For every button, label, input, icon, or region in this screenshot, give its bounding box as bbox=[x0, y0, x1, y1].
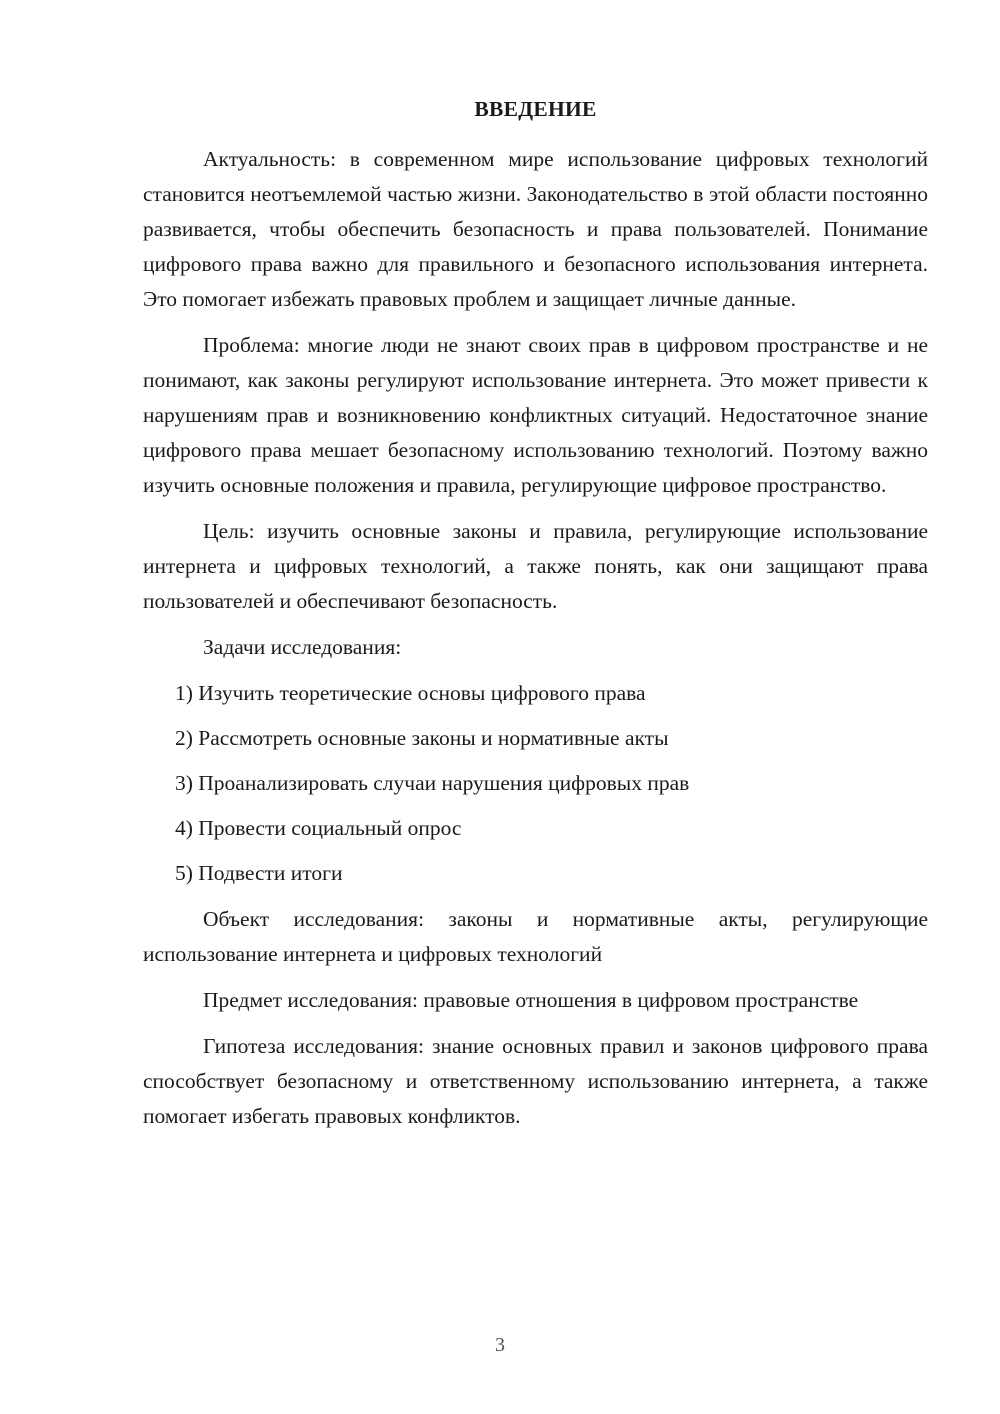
page-number: 3 bbox=[495, 1334, 505, 1356]
tasks-title: Задачи исследования: bbox=[203, 635, 402, 659]
document-page bbox=[143, 94, 928, 1145]
paragraph-relevance: Актуальность: в современном мире использование цифровых технологий становится неотъемлемой частью жизни. Законодательство в этой области постоянно развивается, чтобы обеспечить безопасность и права пользователей. Понимание цифрового права важно для правильного и безопасного использования интернета. Это помогает избежать правовых проблем и защищает личные данные. bbox=[143, 147, 928, 311]
paragraph-hypothesis: Гипотеза исследования: знание основных правил и законов цифрового права способствует безопасному и ответственному использованию интернета, а также помогает избегать правовых конфликтов. bbox=[143, 1034, 928, 1128]
page-title: ВВЕДЕНИЕ bbox=[474, 97, 597, 121]
paragraph-goal: Цель: изучить основные законы и правила, регулирующие использование интернета и цифровых технологий, а также понять, как они защищают права пользователей и обеспечивают безопасность. bbox=[143, 519, 928, 613]
list-item: 4) Провести социальный опрос bbox=[175, 816, 462, 840]
list-item: 2) Рассмотреть основные законы и нормативные акты bbox=[175, 726, 669, 750]
list-item: 5) Подвести итоги bbox=[175, 861, 343, 885]
paragraph-problem: Проблема: многие люди не знают своих прав в цифровом пространстве и не понимают, как законы регулируют использование интернета. Это может привести к нарушениям прав и возникновению конфликтных ситуаций. Недостаточное знание цифрового права мешает безопасному использованию технологий. Поэтому важно изучить основные положения и правила, регулирующие цифровое пространство. bbox=[143, 333, 928, 497]
paragraph-subject: Предмет исследования: правовые отношения в цифровом пространстве bbox=[203, 988, 859, 1012]
tasks-list bbox=[143, 676, 928, 891]
list-item: 1) Изучить теоретические основы цифрового права bbox=[175, 681, 646, 705]
paragraph-object: Объект исследования: законы и нормативные акты, регулирующие использование интернета и цифровых технологий bbox=[143, 907, 928, 966]
list-item: 3) Проанализировать случаи нарушения цифровых прав bbox=[175, 771, 690, 795]
